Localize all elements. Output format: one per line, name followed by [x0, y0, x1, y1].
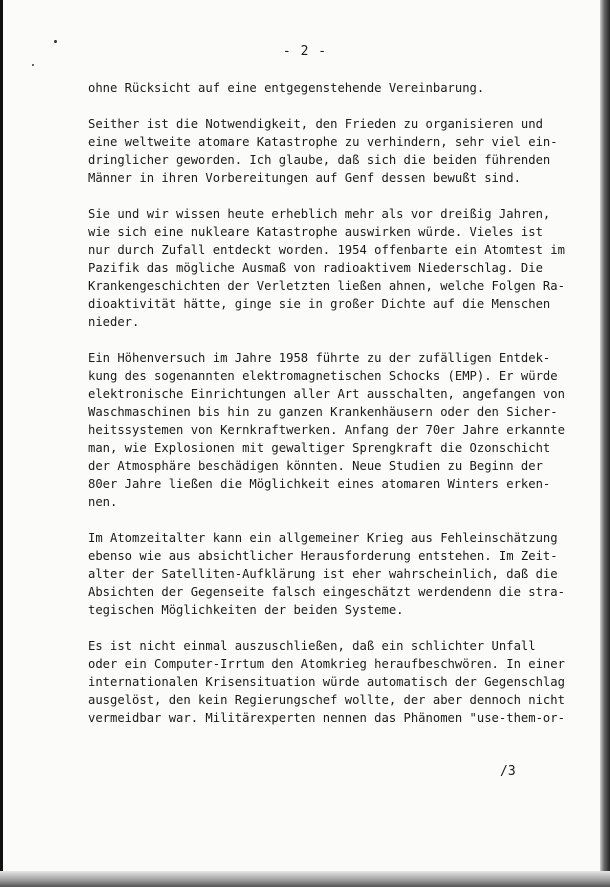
text-line: Absichten der Gegenseite falsch eingeschätzt werdendenn die stra-: [88, 585, 565, 599]
text-line: Männer in ihren Vorbereitungen auf Genf dessen bewußt sind.: [88, 171, 521, 185]
text-line: alter der Satelliten-Aufklärung ist eher wahrscheinlich, daß die: [88, 567, 558, 581]
text-line: nur durch Zufall entdeckt worden. 1954 offenbarte ein Atomtest im: [88, 243, 565, 257]
text-line: Pazifik das mögliche Ausmaß von radioaktivem Niederschlag. Die: [88, 261, 543, 275]
text-line: wie sich eine nukleare Katastrophe auswirken würde. Vieles ist: [88, 225, 543, 239]
paragraph: [88, 115, 558, 187]
text-line: tegischen Möglichkeiten der beiden Systeme.: [88, 603, 404, 617]
paragraph: [88, 205, 565, 331]
text-line: vermeidbar war. Militärexperten nennen das Phänomen "use-them-or-: [88, 711, 565, 725]
scan-border-bottom: [0, 871, 610, 887]
scan-speck: [32, 64, 34, 66]
text-line: Krankengeschichten der Verletzten ließen ahnen, welche Folgen Ra-: [88, 279, 565, 293]
paragraph: [88, 529, 565, 619]
text-line: Ein Höhenversuch im Jahre 1958 führte zu der zufälligen Entdek-: [88, 351, 551, 365]
text-line: oder ein Computer-Irrtum den Atomkrieg heraufbeschwören. In einer: [88, 657, 565, 671]
text-line: dioaktivität hätte, ginge sie in großer Dichte auf die Menschen: [88, 297, 551, 311]
text-line: Seither ist die Notwendigkeit, den Frieden zu organisieren und: [88, 117, 543, 131]
text-line: ohne Rücksicht auf eine entgegenstehende Vereinbarung.: [88, 81, 485, 95]
scan-border-left: [0, 0, 3, 887]
text-line: kung des sogenannten elektromagnetischen Schocks (EMP). Er würde: [88, 369, 558, 383]
body-text: [88, 79, 565, 745]
continuation-reference: /3: [500, 764, 516, 779]
paragraph: [88, 349, 565, 511]
paragraph: [88, 79, 558, 97]
text-line: nen.: [88, 495, 118, 509]
text-line: Waschmaschinen bis hin zu ganzen Krankenhäusern oder den Sicher-: [88, 405, 558, 419]
text-line: internationalen Krisensituation würde automatisch der Gegenschlag: [88, 675, 565, 689]
text-line: Es ist nicht einmal auszuschließen, daß ein schlichter Unfall: [88, 639, 536, 653]
page-number: - 2 -: [282, 44, 328, 59]
text-line: ebenso wie aus absichtlicher Herausforderung entstehen. Im Zeit-: [88, 549, 558, 563]
text-line: man, wie Explosionen mit gewaltiger Sprengkraft die Ozonschicht: [88, 441, 551, 455]
text-line: heitssystemen von Kernkraftwerken. Anfang der 70er Jahre erkannte: [88, 423, 565, 437]
text-line: nieder.: [88, 315, 140, 329]
paragraph: [88, 637, 565, 727]
text-line: der Atmosphäre beschädigen könnten. Neue Studien zu Beginn der: [88, 459, 543, 473]
text-line: eine weltweite atomare Katastrophe zu verhindern, sehr viel ein-: [88, 135, 558, 149]
text-line: Sie und wir wissen heute erheblich mehr als vor dreißig Jahren,: [88, 207, 551, 221]
text-line: Im Atomzeitalter kann ein allgemeiner Krieg aus Fehleinschätzung: [88, 531, 558, 545]
text-line: ausgelöst, den kein Regierungschef wollte, der aber dennoch nicht: [88, 693, 565, 707]
scan-speck: [54, 40, 57, 43]
text-line: elektronische Einrichtungen aller Art ausschalten, angefangen von: [88, 387, 565, 401]
text-line: dringlicher geworden. Ich glaube, daß sich die beiden führenden: [88, 153, 551, 167]
scan-border-right: [600, 0, 610, 887]
text-line: 80er Jahre ließen die Möglichkeit eines atomaren Winters erken-: [88, 477, 551, 491]
